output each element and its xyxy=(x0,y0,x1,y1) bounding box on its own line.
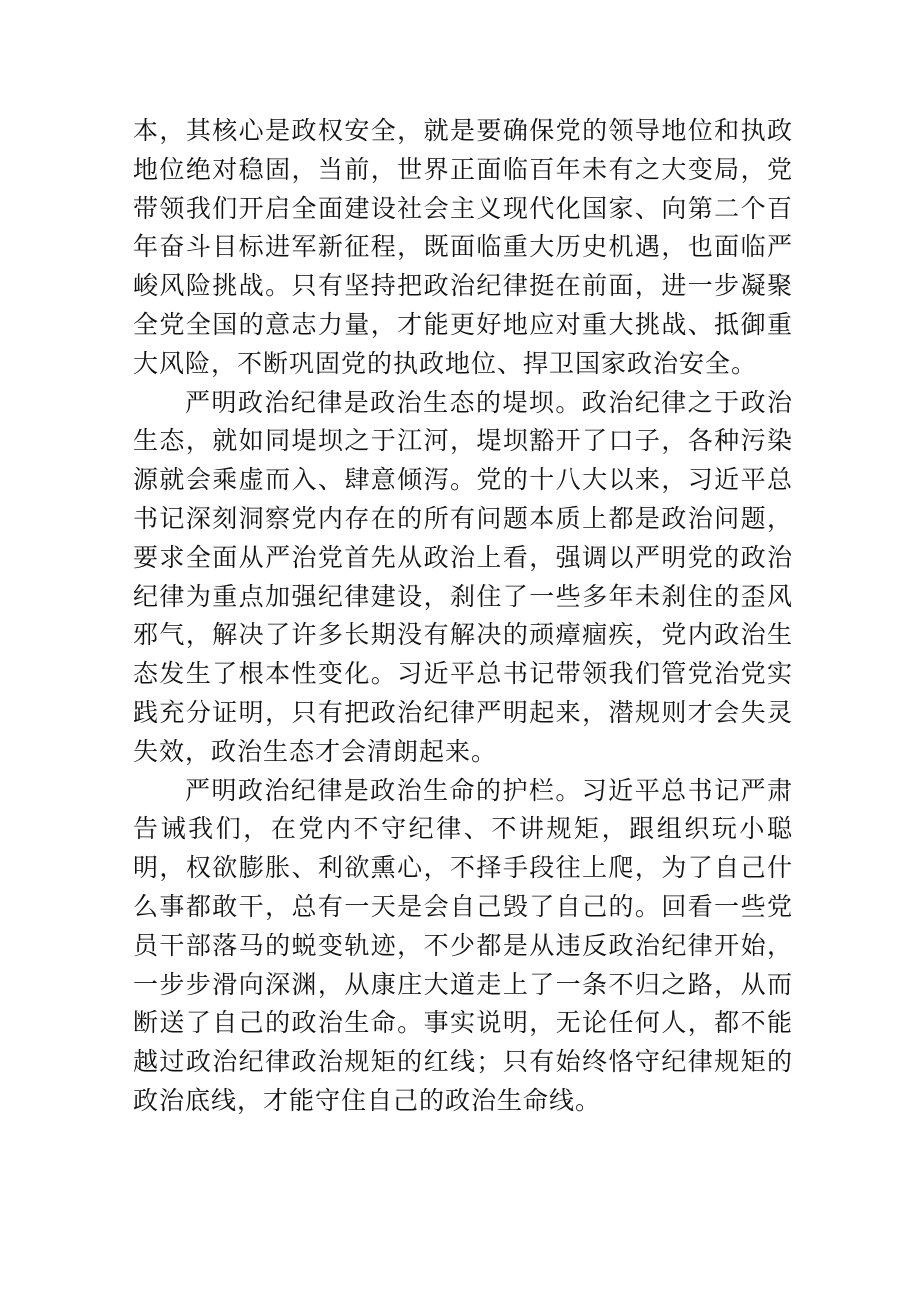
paragraph-3: 严明政治纪律是政治生命的护栏。习近平总书记严肃告诫我们，在党内不守纪律、不讲规矩，跟组织玩小聪明，权欲膨胀、利欲熏心，不择手段往上爬，为了自己什么事都敢干，总有一天是会自己毁了自己的。回看一些党员干部落马的蜕变轨迹，不少都是从违反政治纪律开始，一步步滑向深渊，从康庄大道走上了一条不归之路，从而断送了自己的政治生命。事实说明，无论任何人，都不能越过政治纪律政治规矩的红线；只有始终恪守纪律规矩的政治底线，才能守住自己的政治生命线。 xyxy=(133,775,793,1115)
paragraph-2: 严明政治纪律是政治生态的堤坝。政治纪律之于政治生态，就如同堤坝之于江河，堤坝豁开了口子，各种污染源就会乘虚而入、肆意倾泻。党的十八大以来，习近平总书记深刻洞察党内存在的所有问题本质上都是政治问题，要求全面从严治党首先从政治上看，强调以严明党的政治纪律为重点加强纪律建设，刹住了一些多年未刹住的歪风邪气，解决了许多长期没有解决的顽瘴痼疾，党内政治生态发生了根本性变化。习近平总书记带领我们管党治党实践充分证明，只有把政治纪律严明起来，潜规则才会失灵失效，政治生态才会清朗起来。 xyxy=(133,387,793,766)
paragraph-1: 本，其核心是政权安全，就是要确保党的领导地位和执政地位绝对稳固，当前，世界正面临百年未有之大变局，党带领我们开启全面建设社会主义现代化国家、向第二个百年奋斗目标进军新征程，既面临重大历史机遇，也面临严峻风险挑战。只有坚持把政治纪律挺在前面，进一步凝聚全党全国的意志力量，才能更好地应对重大挑战、抵御重大风险，不断巩固党的执政地位、捍卫国家政治安全。 xyxy=(133,116,793,378)
document-body xyxy=(133,112,793,1121)
